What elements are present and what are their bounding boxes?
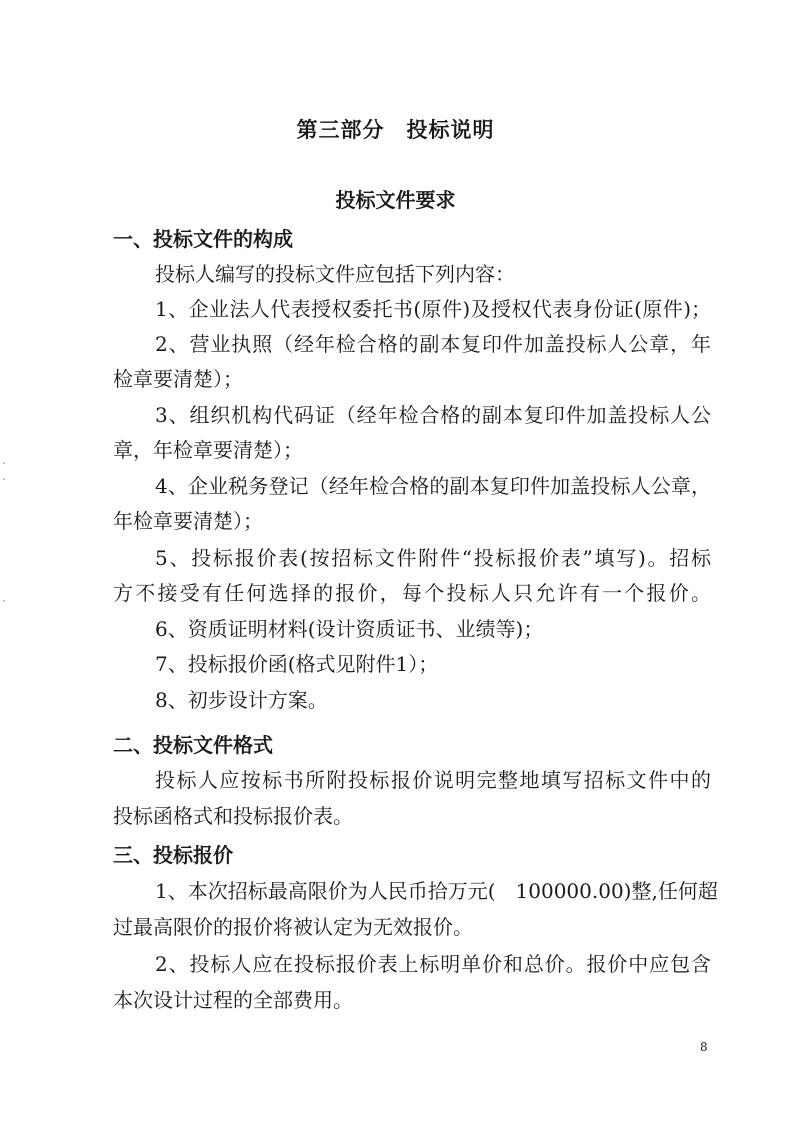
list-item-2-line-1: 2、营业执照（经年检合格的副本复印件加盖投标人公章，年 <box>155 332 711 356</box>
list-item-3-line-2: 章，年检章要清楚）； <box>113 438 303 462</box>
scan-edge-mark <box>3 478 5 480</box>
format-paragraph-line-1: 投标人应按标书所附投标报价说明完整地填写招标文件中的 <box>155 768 711 792</box>
scan-edge-mark <box>3 600 5 602</box>
list-item-5-line-2: 方不接受有任何选择的报价，每个投标人只允许有一个报价。 <box>113 581 711 605</box>
quotation-item-2-line-2: 本次设计过程的全部费用。 <box>113 988 353 1012</box>
list-item-6: 6、资质证明材料(设计资质证书、业绩等)； <box>155 617 544 641</box>
quotation-item-2-line-1: 2、投标人应在投标报价表上标明单价和总价。报价中应包含 <box>155 952 711 976</box>
quotation-item-1-line-2: 过最高限价的报价将被认定为无效报价。 <box>113 915 473 939</box>
page-number: 8 <box>700 1040 708 1054</box>
quotation-item-1-line-1: 1、本次招标最高限价为人民币拾万元( 100000.00)整,任何超 <box>155 879 718 903</box>
scan-edge-mark <box>3 462 5 464</box>
list-item-8: 8、初步设计方案。 <box>155 688 328 712</box>
heading-quotation: 三、投标报价 <box>113 843 233 867</box>
list-item-1: 1、企业法人代表授权委托书(原件)及授权代表身份证(原件)； <box>155 297 711 321</box>
list-item-4-line-1: 4、企业税务登记（经年检合格的副本复印件加盖投标人公章， <box>155 474 711 498</box>
paragraph-line: 投标人编写的投标文件应包括下列内容： <box>155 262 515 286</box>
list-item-2-line-2: 检章要清楚）； <box>113 367 243 391</box>
section-title: 投标文件要求 <box>335 188 456 212</box>
list-item-5-line-1: 5、投标报价表(按招标文件附件“投标报价表”填写)。招标 <box>155 546 711 570</box>
heading-composition: 一、投标文件的构成 <box>113 227 293 251</box>
list-item-7: 7、投标报价函(格式见附件1）； <box>155 652 439 676</box>
format-paragraph-line-2: 投标函格式和投标报价表。 <box>113 804 353 828</box>
part-title: 第三部分 投标说明 <box>296 117 495 142</box>
heading-format: 二、投标文件格式 <box>113 733 273 757</box>
list-item-4-line-2: 年检章要清楚）； <box>113 509 263 533</box>
list-item-3-line-1: 3、组织机构代码证（经年检合格的副本复印件加盖投标人公 <box>155 403 711 427</box>
